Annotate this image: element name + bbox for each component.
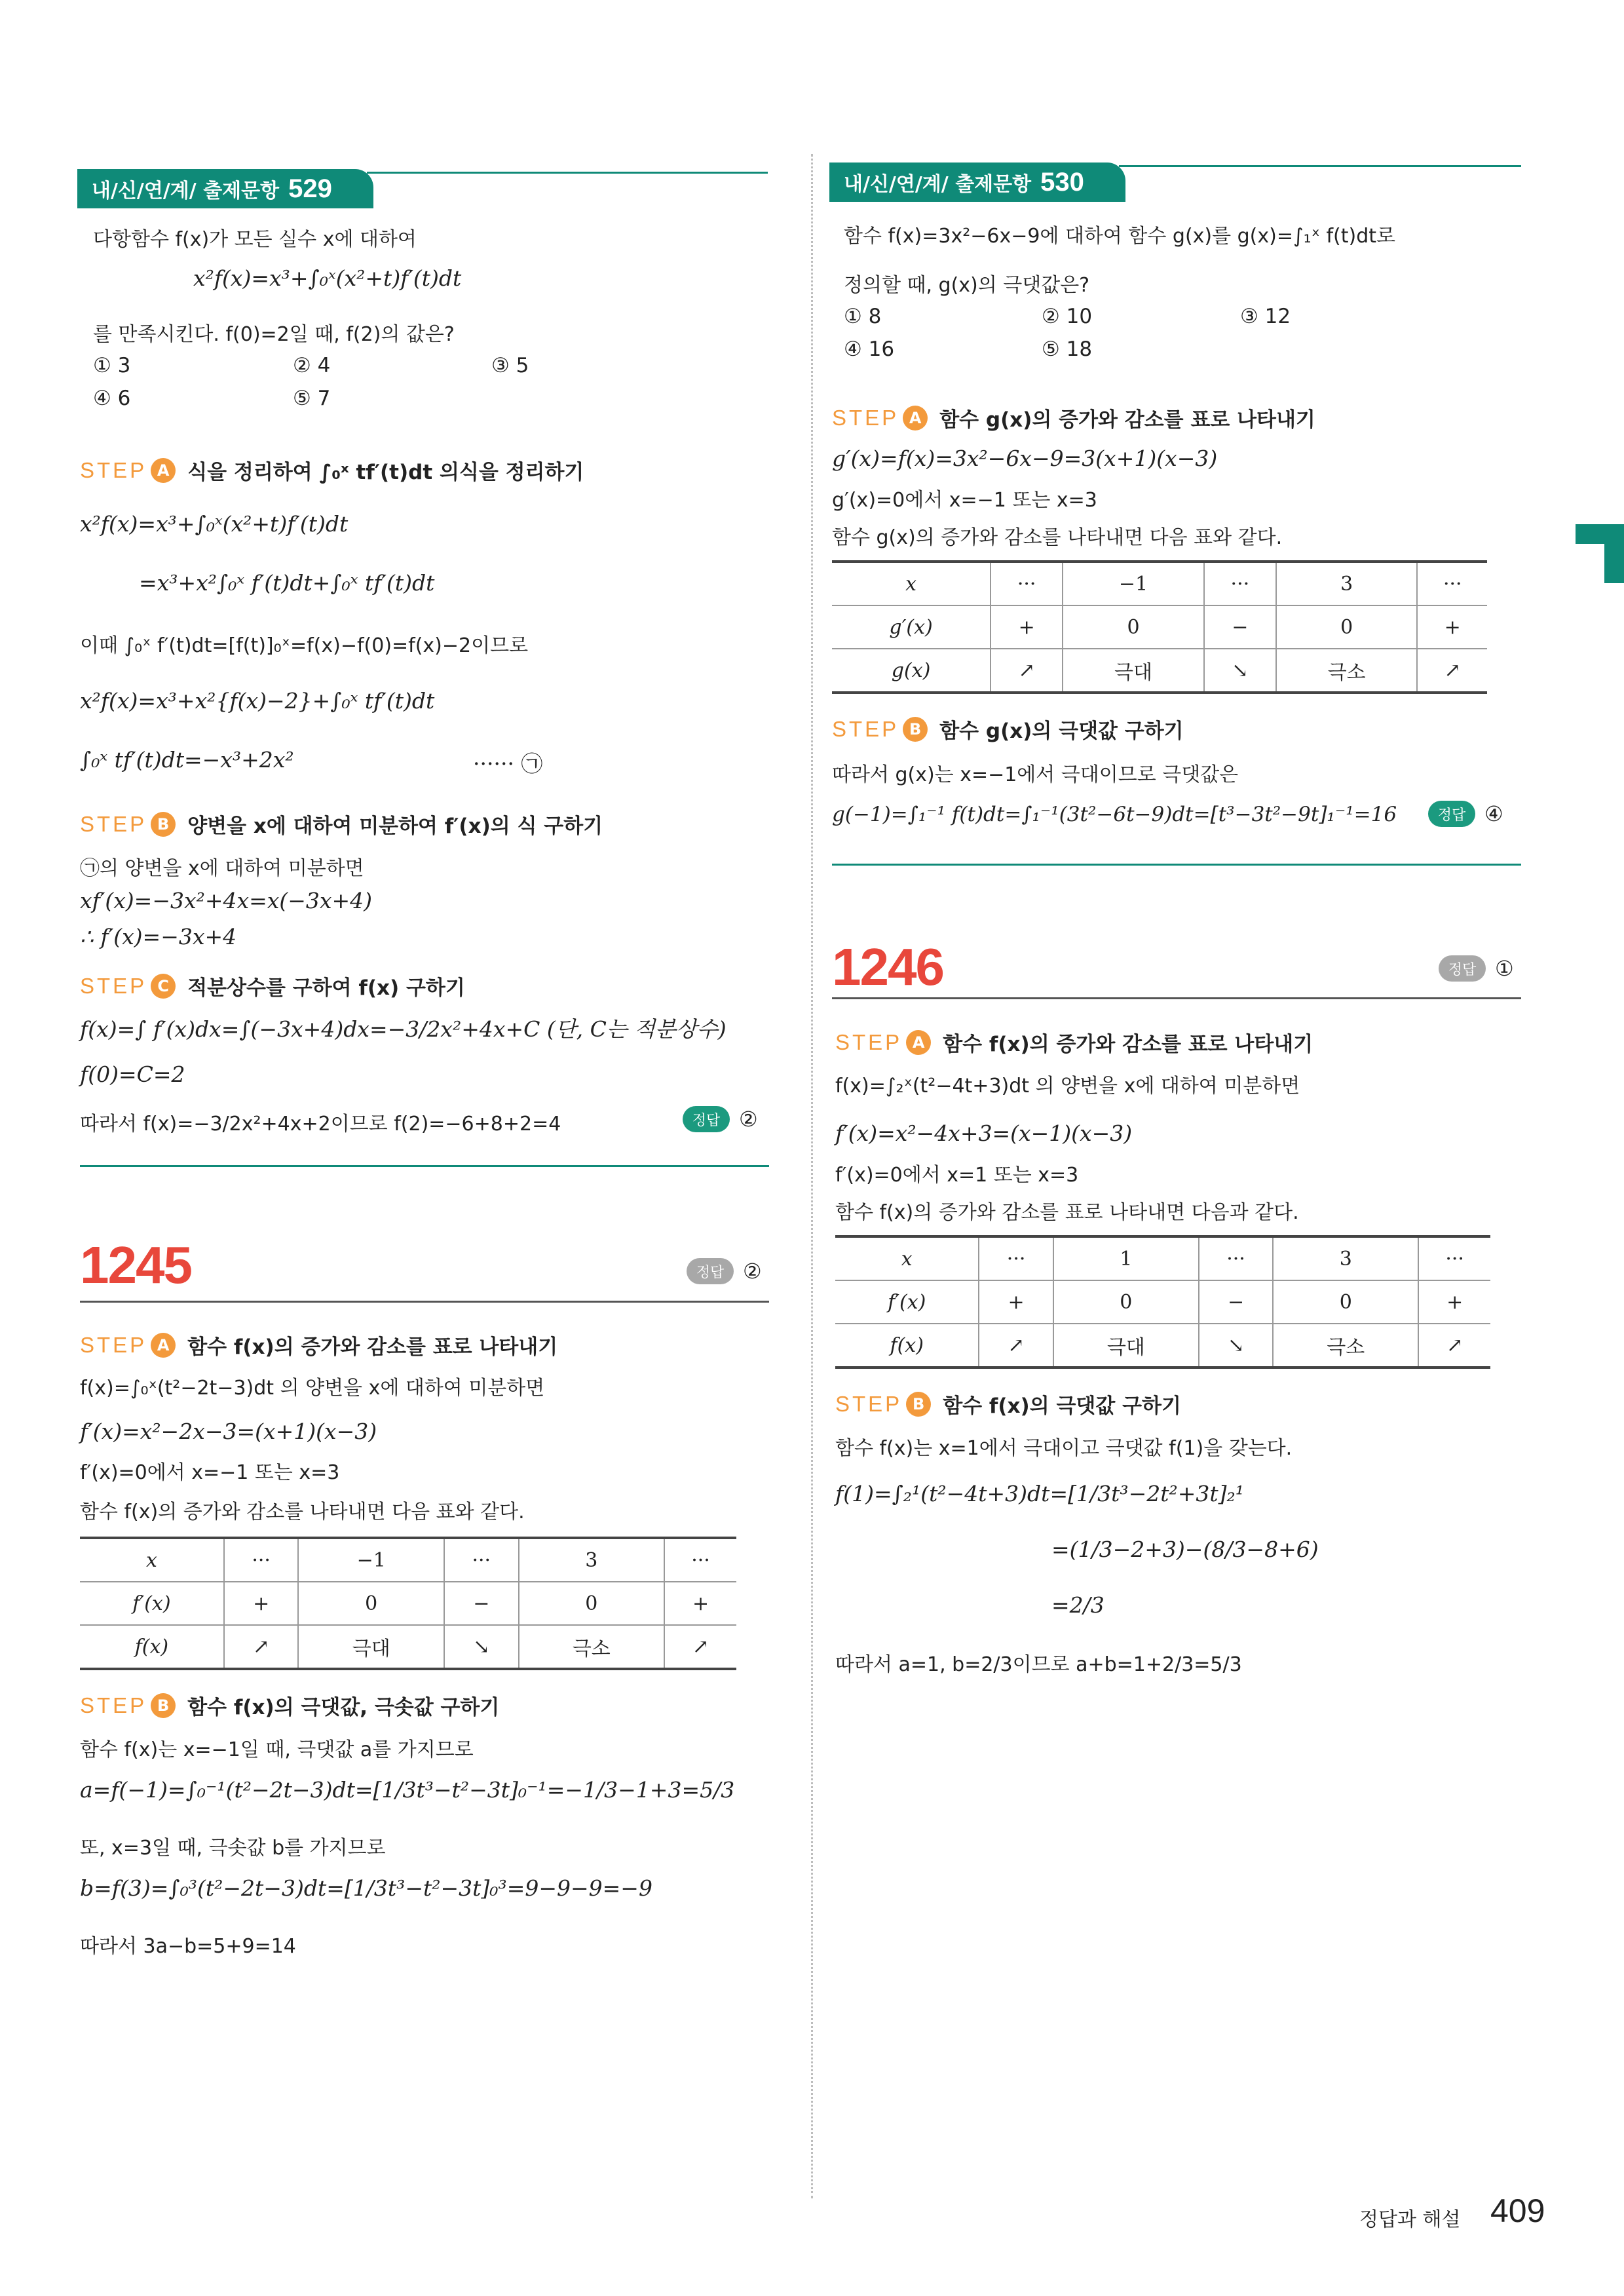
p1246-sign-table [835,1235,1490,1369]
sol529-b-line-1: ㉠의 양변을 x에 대하여 미분하면 [80,857,364,880]
table-cell: f(x) [835,1324,979,1368]
table-cell: f(x) [80,1625,224,1669]
choice-3[interactable]: ③ 5 [491,354,529,377]
problem-530-stem-2: 정의할 때, g(x)의 극댓값은? [844,274,1090,297]
choice-4[interactable]: ④ 16 [844,337,895,361]
step-title: 양변을 x에 대하여 미분하여 f′(x)의 식 구하기 [187,814,603,838]
table-cell: ··· [664,1538,736,1582]
table-cell: + [991,605,1063,649]
table-cell: f′(x) [835,1280,979,1324]
table-cell: + [979,1280,1053,1324]
p1245-b-line-5: 따라서 3a−b=5+9=14 [80,1935,296,1958]
sol529-step-a [80,455,584,485]
table-row [835,1324,1490,1368]
problem-number-1245: 1245 [80,1236,191,1294]
table-cell: − [1204,605,1276,649]
step-label: STEP [80,457,147,482]
choice-1[interactable]: ① 8 [844,305,882,328]
p1245-answer [687,1258,762,1284]
table-cell: −1 [1063,562,1204,605]
tag-underline [367,172,768,174]
table-cell: 극소 [1276,649,1418,693]
table-header-row [80,1538,736,1582]
answer-value: ④ [1484,801,1503,826]
tag-label: 내/신/연/계/ 출제문항 [844,173,1032,196]
table-cell: + [1418,1280,1490,1324]
table-cell: ··· [444,1538,519,1582]
step-label: STEP [835,1029,903,1054]
sol530-a-line-3: 함수 g(x)의 증가와 감소를 나타내면 다음 표와 같다. [832,526,1283,549]
choice-4[interactable]: ④ 6 [93,387,131,410]
p1245-sign-table [80,1537,736,1670]
table-row [835,1280,1490,1324]
step-title: 함수 f(x)의 증가와 감소를 표로 나타내기 [187,1335,558,1359]
sol530-sign-table [832,560,1487,694]
step-label: STEP [832,405,899,430]
table-cell: ↘ [1199,1324,1273,1368]
p1245-a-line-3: f′(x)=0에서 x=−1 또는 x=3 [80,1461,340,1484]
sol530-step-a [832,403,1315,432]
table-cell: 3 [1276,562,1418,605]
table-cell: ↗ [664,1625,736,1669]
problem-529-stem-2: 를 만족시킨다. f(0)=2일 때, f(2)의 값은? [93,323,455,346]
p1246-step-b [835,1389,1181,1419]
p1246-answer [1439,955,1514,982]
sol530-a-line-2: g′(x)=0에서 x=−1 또는 x=3 [832,489,1097,512]
table-cell: 극대 [298,1625,444,1669]
step-label: STEP [832,716,899,741]
table-cell: 3 [519,1538,665,1582]
step-title: 함수 f(x)의 극댓값, 극솟값 구하기 [187,1696,500,1719]
p1246-b-line-4: =2/3 [1051,1592,1105,1618]
sol529-b-line-2: xf′(x)=−3x²+4x=x(−3x+4) [80,888,372,913]
footer-label: 정답과 해설 [1359,2208,1461,2231]
table-cell: f′(x) [80,1582,224,1625]
sol530-answer [1428,801,1503,827]
step-title: 적분상수를 구하여 f(x) 구하기 [187,976,465,1000]
sol529-a-line-2: =x³+x²∫₀ˣ f′(t)dt+∫₀ˣ tf′(t)dt [139,570,435,596]
sol529-a-line-3: 이때 ∫₀ˣ f′(t)dt=[f(t)]₀ˣ=f(x)−f(0)=f(x)−2이므로 [80,634,529,657]
page-number: 409 [1490,2192,1545,2229]
problem-529-equation: x²f(x)=x³+∫₀ˣ(x²+t)f′(t)dt [193,265,462,291]
section-divider [832,864,1521,866]
choice-2[interactable]: ② 4 [293,354,331,377]
table-cell: ··· [1199,1236,1273,1280]
sol529-a-line-1: x²f(x)=x³+∫₀ˣ(x²+t)f′(t)dt [80,511,349,537]
p1245-step-b [80,1691,499,1720]
answer-badge: 정답 [687,1258,734,1284]
p1246-b-line-1: 함수 f(x)는 x=1에서 극대이고 극댓값 f(1)을 갖는다. [835,1437,1293,1460]
table-cell: ··· [1418,1236,1490,1280]
problem-number-1246: 1246 [832,938,943,996]
tag-underline [1119,165,1521,167]
step-title: 함수 g(x)의 극댓값 구하기 [939,719,1184,743]
answer-value: ② [743,1259,762,1284]
step-badge: A [903,406,928,430]
sol529-c-line-1: f(x)=∫ f′(x)dx=∫(−3x+4)dx=−3/2x²+4x+C (단, C는 적분상수) [80,1016,727,1042]
table-cell: 0 [519,1582,665,1625]
sol529-a-line-4: x²f(x)=x³+x²{f(x)−2}+∫₀ˣ tf′(t)dt [80,688,435,714]
table-cell: ↘ [444,1625,519,1669]
table-cell: + [1417,605,1487,649]
table-row [80,1582,736,1625]
table-row [80,1625,736,1669]
step-label: STEP [80,973,147,998]
choice-2[interactable]: ② 10 [1042,305,1093,328]
p1246-b-line-5: 따라서 a=1, b=2/3이므로 a+b=1+2/3=5/3 [835,1653,1242,1676]
sol529-c-line-3: 따라서 f(x)=−3/2x²+4x+2이므로 f(2)=−6+8+2=4 [80,1113,561,1136]
table-cell: x [832,562,991,605]
tag-number: 530 [1040,167,1084,197]
step-badge: B [151,812,176,837]
step-badge: A [906,1030,931,1055]
answer-badge: 정답 [683,1106,730,1132]
sol530-step-b [832,714,1184,744]
choice-5[interactable]: ⑤ 7 [293,387,331,410]
step-badge: A [151,458,176,483]
sol529-a-line-5: ∫₀ˣ tf′(t)dt=−x³+2x² [80,747,294,773]
p1246-a-line-2: f′(x)=x²−4x+3=(x−1)(x−3) [835,1120,1133,1146]
sol529-c-line-2: f(0)=C=2 [80,1062,185,1087]
step-badge: B [906,1392,931,1417]
step-title: 함수 f(x)의 증가와 감소를 표로 나타내기 [943,1033,1313,1056]
table-cell: 1 [1053,1236,1199,1280]
problem-530-tag [829,163,1125,202]
tag-label: 내/신/연/계/ 출제문항 [92,180,280,202]
table-cell: − [444,1582,519,1625]
column-divider [811,154,813,2198]
p1245-b-line-1: 함수 f(x)는 x=−1일 때, 극댓값 a를 가지므로 [80,1738,474,1761]
step-badge: B [151,1693,176,1718]
p1245-a-line-2: f′(x)=x²−2x−3=(x+1)(x−3) [80,1419,377,1444]
problem-1245-rule [80,1301,769,1303]
sol530-b-line-2: g(−1)=∫₁⁻¹ f(t)dt=∫₁⁻¹(3t²−6t−9)dt=[t³−3t²−9t]₁⁻¹=16 [832,803,1397,826]
table-cell: 0 [1276,605,1418,649]
p1245-b-line-2: a=f(−1)=∫₀⁻¹(t²−2t−3)dt=[1/3t³−t²−3t]₀⁻¹=−1/3−1+3=5/3 [80,1777,735,1803]
sol530-a-line-1: g′(x)=f(x)=3x²−6x−9=3(x+1)(x−3) [832,446,1218,471]
table-cell: 극소 [519,1625,665,1669]
step-title: 함수 f(x)의 극댓값 구하기 [943,1394,1181,1418]
table-cell: x [80,1538,224,1582]
sol529-answer [683,1106,758,1132]
table-cell: ··· [991,562,1063,605]
table-header-row [832,562,1487,605]
step-title: 함수 g(x)의 증가와 감소를 표로 나타내기 [939,408,1315,432]
choice-3[interactable]: ③ 12 [1240,305,1291,328]
table-cell: 극대 [1053,1324,1199,1368]
choice-5[interactable]: ⑤ 18 [1042,337,1093,361]
step-badge: C [151,974,176,999]
equation-mark: ······ ㉠ [473,751,543,776]
p1245-b-line-4: b=f(3)=∫₀³(t²−2t−3)dt=[1/3t³−t²−3t]₀³=9−9−9=−9 [80,1875,652,1901]
step-badge: A [151,1333,176,1358]
table-cell: ··· [1204,562,1276,605]
answer-value: ② [739,1107,758,1132]
p1246-step-a [835,1027,1313,1057]
table-header-row [835,1236,1490,1280]
table-cell: ↗ [224,1625,299,1669]
sol529-step-c [80,971,465,1001]
table-cell: −1 [298,1538,444,1582]
answer-value: ① [1495,956,1514,981]
p1246-b-line-3: =(1/3−2+3)−(8/3−8+6) [1051,1537,1319,1562]
table-cell: 0 [1273,1280,1418,1324]
p1246-a-line-1: f(x)=∫₂ˣ(t²−4t+3)dt 의 양변을 x에 대하여 미분하면 [835,1075,1300,1098]
table-cell: ↘ [1204,649,1276,693]
problem-529-tag [77,169,373,208]
answer-badge: 정답 [1428,801,1475,827]
p1245-a-line-4: 함수 f(x)의 증가와 감소를 나타내면 다음 표와 같다. [80,1501,525,1523]
p1245-b-line-3: 또, x=3일 때, 극솟값 b를 가지므로 [80,1837,386,1860]
table-cell: + [224,1582,299,1625]
table-cell: ↗ [1417,649,1487,693]
table-cell: 0 [298,1582,444,1625]
step-label: STEP [80,811,147,836]
table-row [832,649,1487,693]
table-cell: g(x) [832,649,991,693]
table-cell: g′(x) [832,605,991,649]
tag-number: 529 [288,174,332,203]
table-row [832,605,1487,649]
p1246-a-line-4: 함수 f(x)의 증가와 감소를 표로 나타내면 다음과 같다. [835,1201,1299,1224]
table-cell: ↗ [979,1324,1053,1368]
choice-1[interactable]: ① 3 [93,354,131,377]
table-cell: ··· [979,1236,1053,1280]
problem-1246-rule [832,997,1521,999]
table-cell: ↗ [1418,1324,1490,1368]
p1245-step-a [80,1330,557,1360]
problem-530-stem-1: 함수 f(x)=3x²−6x−9에 대하여 함수 g(x)를 g(x)=∫₁ˣ f(t)dt로 [844,225,1396,248]
step-label: STEP [80,1693,147,1717]
table-cell: ↗ [991,649,1063,693]
step-label: STEP [835,1391,903,1416]
chapter-tab-marker [1576,524,1624,583]
answer-badge: 정답 [1439,955,1486,982]
table-cell: − [1199,1280,1273,1324]
sol529-b-line-3: ∴ f′(x)=−3x+4 [80,924,237,949]
step-title: 식을 정리하여 ∫₀ˣ tf′(t)dt 의식을 정리하기 [187,461,584,484]
table-cell: 0 [1063,605,1204,649]
p1246-b-line-2: f(1)=∫₂¹(t²−4t+3)dt=[1/3t³−2t²+3t]₂¹ [835,1481,1244,1506]
p1245-a-line-1: f(x)=∫₀ˣ(t²−2t−3)dt 의 양변을 x에 대하여 미분하면 [80,1377,545,1400]
problem-529-stem-1: 다항함수 f(x)가 모든 실수 x에 대하여 [93,228,417,251]
table-cell: 0 [1053,1280,1199,1324]
table-cell: 3 [1273,1236,1418,1280]
table-cell: + [664,1582,736,1625]
step-label: STEP [80,1332,147,1357]
section-divider [80,1165,769,1167]
table-cell: 극대 [1063,649,1204,693]
table-cell: 극소 [1273,1324,1418,1368]
table-cell: ··· [1417,562,1487,605]
table-cell: x [835,1236,979,1280]
sol529-step-b [80,809,603,839]
sol530-b-line-1: 따라서 g(x)는 x=−1에서 극대이므로 극댓값은 [832,763,1239,786]
step-badge: B [903,717,928,742]
p1246-a-line-3: f′(x)=0에서 x=1 또는 x=3 [835,1164,1079,1187]
table-cell: ··· [224,1538,299,1582]
